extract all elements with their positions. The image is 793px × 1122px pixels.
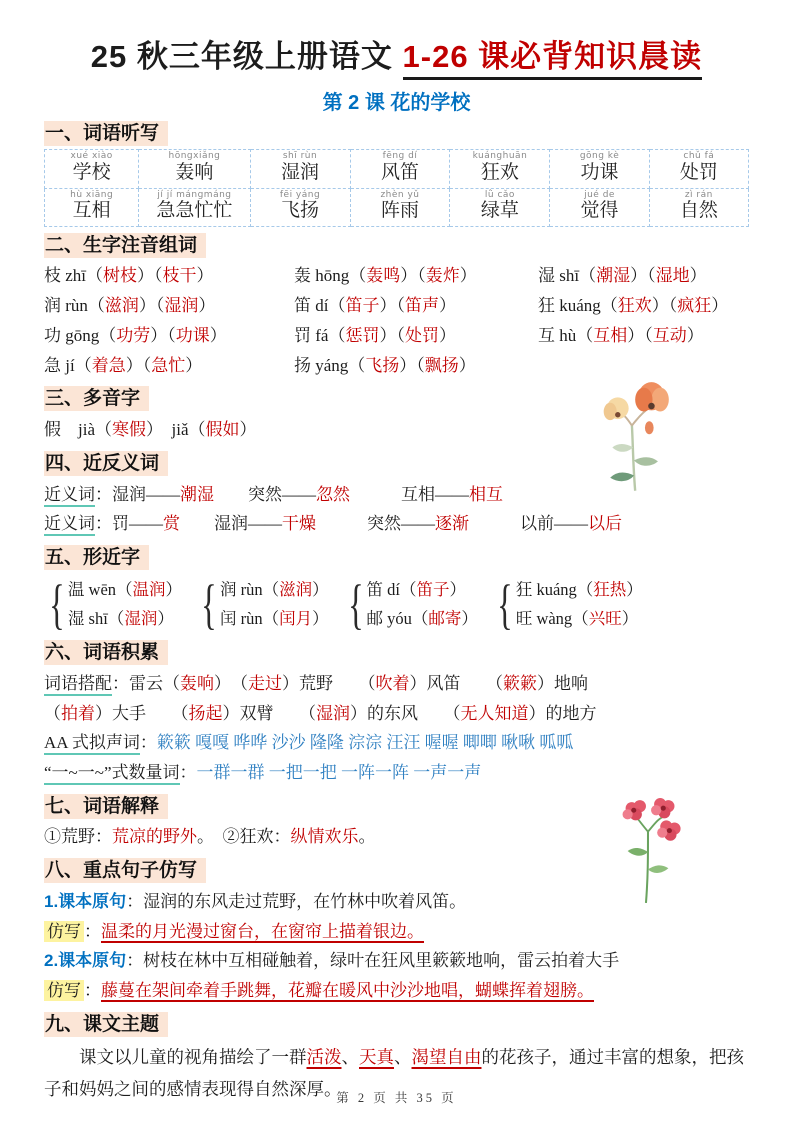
xingjinzi-bottom: 旺 wàng（兴旺）	[515, 609, 639, 629]
section-heading-zhuti: 九、课文主题	[44, 1013, 749, 1038]
red-flower-icon	[606, 796, 690, 908]
xingjinzi-bottom: 湿 shī（湿润）	[67, 609, 174, 629]
collocation-line: （拍着）大手 （扬起）双臂 （湿润）的东风 （无人知道）的地方	[44, 703, 597, 723]
page-number-footer: 第 2 页 共 35 页	[336, 1091, 457, 1105]
dictation-cell: jué de 觉得	[550, 188, 649, 226]
zuci-entry: 枝 zhī（树枝）（枝干）	[44, 266, 214, 286]
section-heading-zuci: 二、生字注音组词	[44, 234, 749, 259]
sentence-original: 2.课本原句：树枝在林中互相碰触着，绿叶在狂风里簌簌地响，雷云拍着大手	[44, 951, 620, 971]
dictation-cell: lǜ cǎo 绿草	[450, 188, 550, 226]
xingjinzi-bottom: 闰 rùn（闰月）	[219, 609, 329, 629]
synonym-line: 近义词：罚——赏 湿润——干燥 突然——逐渐 以前——以后	[44, 509, 749, 539]
dictation-cell: kuánghuān 狂欢	[450, 150, 550, 188]
section-heading-xingjinzi: 五、形近字	[44, 546, 749, 571]
dictation-cell: zhèn yǔ 阵雨	[350, 188, 450, 226]
xingjinzi-group	[343, 575, 478, 634]
zuci-entry: 润 rùn（滋润）（湿润）	[44, 296, 216, 316]
dictation-cell: hù xiāng 互相	[45, 188, 139, 226]
red-blossom	[623, 800, 646, 820]
red-blossom	[651, 798, 674, 818]
collocation-line: 词语搭配：雷云（轰响） （走过）荒野 （吹着）风笛 （簌簌）地响	[44, 669, 749, 699]
zuci-entry: 扬 yáng（飞扬）（飘扬）	[294, 355, 476, 375]
zuci-entry: 轰 hōng（轰鸣）（轰炸）	[294, 266, 477, 286]
dictation-cell: hōngxiǎng 轰响	[139, 150, 250, 188]
table-row	[45, 150, 749, 188]
dictation-cell: fēi yáng 飞扬	[250, 188, 350, 226]
dictation-cell: shī rùn 湿润	[250, 150, 350, 188]
xingjinzi-group	[44, 575, 182, 634]
onomatopoeia-line: AA 式拟声词：簌簌 嘎嘎 哗哗 沙沙 隆隆 淙淙 汪汪 喔喔 唧唧 啾啾 呱呱	[44, 728, 749, 758]
duoyinzi-line: 假 jià（寒假） jiǎ（假如）	[44, 420, 257, 440]
dictation-cell: chǔ fá 处罚	[649, 150, 748, 188]
table-row	[45, 188, 749, 226]
zuci-entry: 急 jí（着急）（急忙）	[44, 355, 203, 375]
xingjinzi-group	[196, 575, 329, 634]
section-heading-jieshi: 七、词语解释	[44, 795, 749, 820]
zuci-entry: 功 gōng（功劳）（功课）	[44, 325, 227, 345]
dictation-cell: jí jí mángmáng 急急忙忙	[139, 188, 250, 226]
blossom-large	[635, 382, 669, 411]
section-heading-dictation: 一、词语听写	[44, 122, 749, 147]
xingjinzi-top: 笛 dí（笛子）	[366, 579, 466, 599]
dictation-cell: zì rán 自然	[649, 188, 748, 226]
section-heading-jinfanyici: 四、近反义词	[44, 452, 749, 477]
dictation-table	[44, 149, 749, 226]
title-red-part: 1-26 课必背知识晨读	[403, 39, 703, 80]
definition-line: ①荒野：荒凉的野外。 ②狂欢：纵情欢乐。	[44, 827, 376, 847]
brace-glyph: {	[201, 573, 217, 636]
zuci-entry: 互 hù（互相）（互动）	[538, 325, 704, 345]
dictation-cell: fēng dí 风笛	[350, 150, 450, 188]
dictation-cell: xué xiào 学校	[45, 150, 139, 188]
xingjinzi-groups	[44, 575, 749, 634]
sentence-imitation: 仿写 ：藤蔓在架间牵着手跳舞，花瓣在暖风中沙沙地唱，蝴蝶挥着翅膀。	[44, 976, 749, 1006]
section-heading-duoyinzi: 三、多音字	[44, 387, 749, 412]
zuci-entry: 湿 shī（潮湿）（湿地）	[538, 266, 707, 286]
zuci-grid	[44, 261, 749, 380]
title-black-part: 25 秋三年级上册语文	[90, 39, 403, 74]
page-title	[44, 38, 749, 77]
section-heading-fangxie: 八、重点句子仿写	[44, 859, 749, 884]
zuci-entry: 狂 kuáng（狂欢）（疯狂）	[538, 296, 729, 316]
section-heading-jilei: 六、词语积累	[44, 641, 749, 666]
xingjinzi-bottom: 邮 yóu（邮寄）	[366, 609, 478, 629]
synonym-line: 近义词：湿润——潮湿 突然——忽然 互相——相互	[44, 480, 749, 510]
sentence-original: 1.课本原句：湿润的东风走过荒野，在竹林中吹着风笛。	[44, 891, 467, 911]
orange-flower-icon	[583, 380, 683, 494]
sentence-imitation: 仿写 ：温柔的月光漫过窗台，在窗帘上描着银边。	[44, 917, 749, 947]
theme-paragraph: 课文以儿童的视角描绘了一群活泼、天真、渴望自由的花孩子，通过丰富的想象，把孩子和妈妈之间的感情表现得自然深厚。	[44, 1046, 744, 1099]
xingjinzi-top: 狂 kuáng（狂热）	[515, 579, 643, 599]
dictation-cell: gōng kè 功课	[550, 150, 649, 188]
zuci-entry: 笛 dí（笛子）（笛声）	[294, 296, 456, 316]
brace-glyph: {	[347, 573, 364, 636]
xingjinzi-group	[492, 575, 643, 634]
brace-glyph: {	[49, 573, 65, 636]
xingjinzi-top: 润 rùn（滋润）	[219, 579, 329, 599]
lesson-subtitle: 第 2 课 花的学校	[322, 91, 471, 114]
quantifier-line: “一~一~”式数量词：一群一群 一把一把 一阵一阵 一声一声	[44, 758, 749, 788]
zuci-entry: 罚 fá（惩罚）（处罚）	[294, 325, 456, 345]
xingjinzi-top: 温 wēn（温润）	[67, 579, 183, 599]
red-blossom	[657, 820, 680, 840]
brace-glyph: {	[497, 573, 513, 636]
